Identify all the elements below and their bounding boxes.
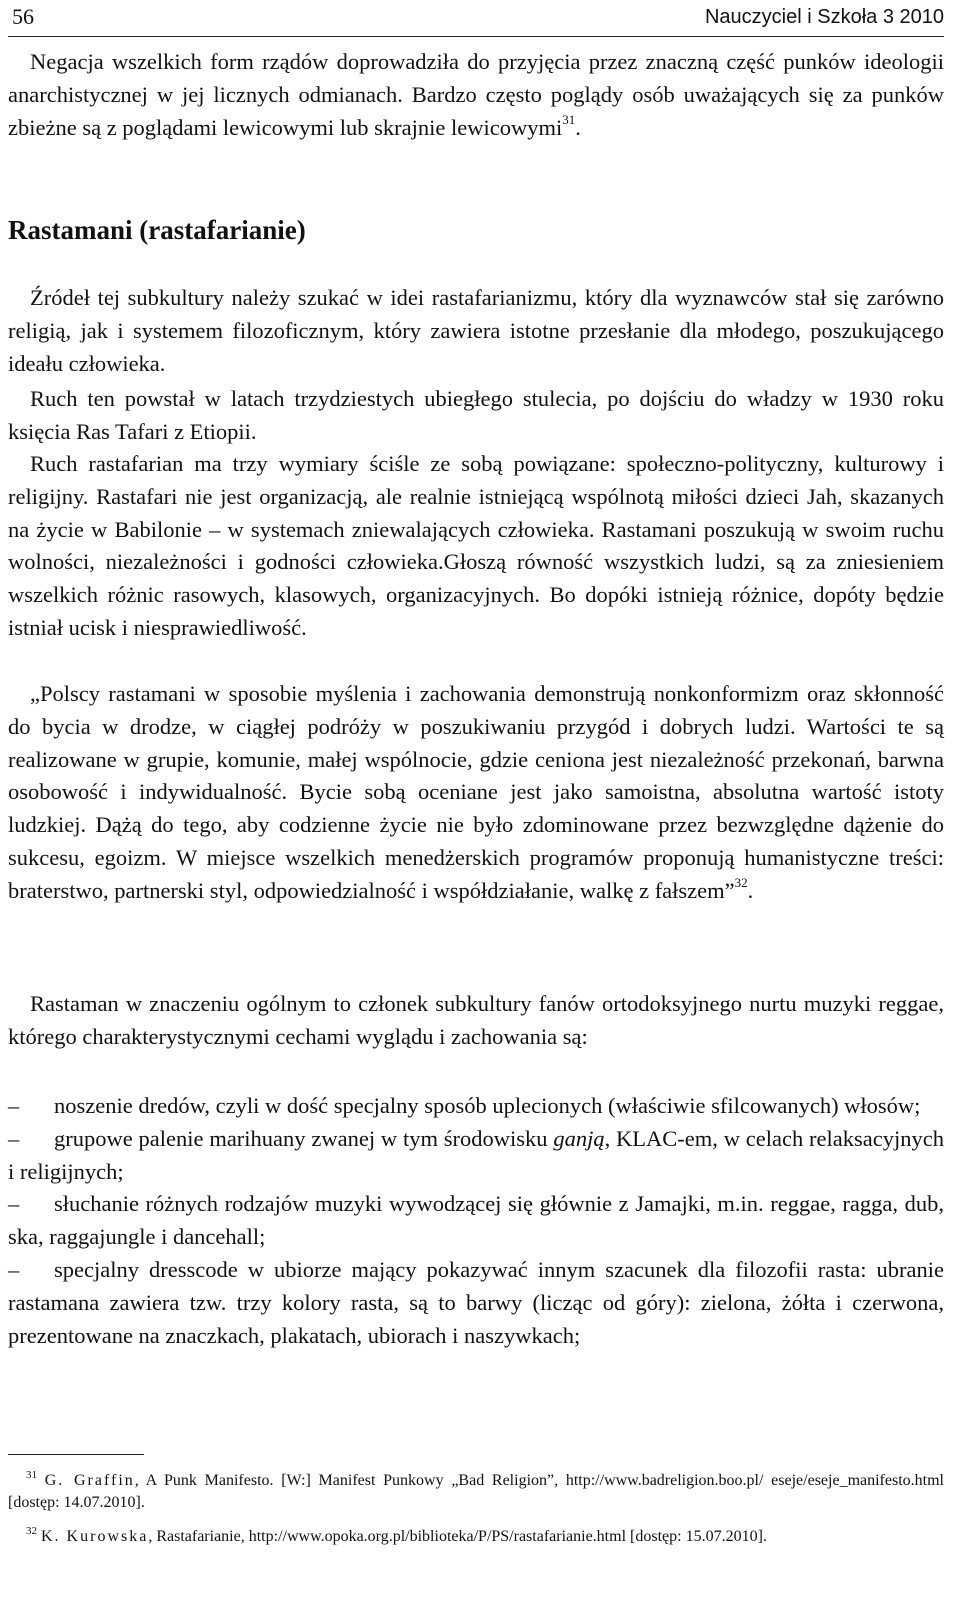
- paragraph-origins: Źródeł tej subkultury należy szukać w idei rastafarianizmu, który dla wyznawców stał się zarówno religią, jak i systemem filozoficznym, który zawiera istotne przesłanie dla młodego, poszukującego ideału człowieka.: [8, 285, 944, 376]
- quote-end: .: [747, 877, 754, 903]
- dash-bullet: –: [8, 1125, 20, 1151]
- footnote-ref-31[interactable]: 31: [562, 111, 576, 127]
- footnote-text: , A Punk Manifesto. [W:] Manifest Punkowy „Bad Religion”, http://www.badreligion.boo.pl/ eseje/eseje_manifesto.html [dostęp: 14.07.2010].: [8, 1472, 944, 1511]
- running-header: [8, 0, 944, 37]
- paragraph-dimensions: Ruch rastafarian ma trzy wymiary ściśle ze sobą powiązane: społeczno-polityczny, kulturowy i religijny. Rastafari nie jest organizacją, ale realnie istniejącą wspólnotą miłości dzieci Jah, skazanych na życie w Babilonie – w systemach zniewalających człowieka. Rastamani poszukują w swoim ruchu wolności, niezależności i godności człowieka.Głoszą równość wszystkich ludzi, są za zniesieniem wszelkich różnic rasowych, klasowych, organizacyjnych. Bo dopóki istnieją różnice, dopóty będzie istniał ucisk i niesprawiedliwość.: [8, 451, 944, 640]
- quote-text: „Polscy rastamani w sposobie myślenia i zachowania demonstrują nonkonformizm oraz skłonność do bycia w drodze, w ciągłej podróży w poszukiwaniu przygód i dobrych ludzi. Wartości te są realizowane w grupie, komunie, małej wspólnocie, gdzie ceniona jest niezależność przekonań, barwna osobowość i indywidualność. Bycie sobą oceniane jest jako samoistna, absolutna wartość istoty ludzkiej. Dążą do tego, aby codzienne życie nie było zdominowane przez bezwzględne dążenie do sukcesu, egoizm. W miejsce wszelkich menedżerskich programów proponują humanistyczne treści: braterstwo, partnerski styl, odpowiedzialność i współdziałanie, walkę z fałszem”: [8, 681, 944, 903]
- quote-paragraph: [8, 678, 944, 908]
- dash-bullet: –: [8, 1256, 20, 1282]
- footnote-text: , Rastafarianie, http://www.opoka.org.pl/biblioteka/P/PS/rastafarianie.html [dostęp: 15.07.2010].: [148, 1528, 767, 1545]
- footnote-author: G. Graffin: [44, 1472, 135, 1489]
- dash-bullet: –: [8, 1093, 20, 1118]
- footnote-32: [8, 1526, 944, 1548]
- list-item: [8, 1188, 944, 1254]
- intro-end: .: [575, 114, 581, 140]
- list-item-text: noszenie dredów, czyli w dość specjalny sposób uplecionych (właściwie sfilcowanych) włosów;: [54, 1093, 921, 1118]
- list-item: [8, 1254, 944, 1352]
- list-item: [8, 1123, 944, 1189]
- list-item-text: grupowe palenie marihuany zwanej w tym środowisku: [54, 1125, 554, 1151]
- paragraph-rastaman: Rastaman w znaczeniu ogólnym to członek subkultury fanów ortodoksyjnego nurtu muzyki reggae, którego charakterystycznymi cechami wyglądu i zachowania są:: [8, 991, 944, 1049]
- traits-list: [8, 1090, 944, 1352]
- section-heading: Rastamani (rastafarianie): [8, 215, 306, 245]
- journal-title: Nauczyciel i Szkoła 3 2010: [704, 6, 944, 28]
- dash-bullet: –: [8, 1191, 20, 1217]
- footnote-separator: [8, 1454, 144, 1455]
- paragraph-history: Ruch ten powstał w latach trzydziestych ubiegłego stulecia, po dojściu do władzy w 1930 roku księcia Ras Tafari z Etiopii.: [8, 386, 944, 444]
- list-item-text: słuchanie różnych rodzajów muzyki wywodzącej się głównie z Jamajki, m.in. reggae, ragga, dub, ska, raggajungle i dancehall;: [8, 1191, 944, 1250]
- footnote-number: 32: [26, 1525, 37, 1537]
- list-item: [8, 1090, 944, 1123]
- footnote-31: [8, 1470, 944, 1514]
- document-page: [8, 0, 944, 1602]
- intro-paragraph: [8, 46, 944, 144]
- list-item-text: specjalny dresscode w ubiorze mający pokazywać innym szacunek dla filozofii rasta: ubranie rastamana zawiera tzw. trzy kolory rasta, są to barwy (licząc od góry): zielona, żółta i czerwona, prezentowane na znaczkach, plakatach, ubiorach i naszywkach;: [8, 1256, 944, 1348]
- footnote-ref-32[interactable]: 32: [734, 874, 748, 890]
- page-number: 56: [12, 4, 34, 29]
- list-item-italic: ganją: [553, 1125, 605, 1151]
- intro-text: Negacja wszelkich form rządów doprowadziła do przyjęcia przez znaczną część punków ideologii anarchistycznej w jej licznych odmianach. Bardzo często poglądy osób uważających się za punków zbieżne są z poglądami lewicowymi lub skrajnie lewicowymi: [8, 49, 944, 140]
- footnote-author: K. Kurowska: [41, 1528, 149, 1545]
- footnote-number: 31: [26, 1469, 37, 1481]
- list-item-text: , KLAC-em, w celach relaksacyjnych i religijnych;: [8, 1125, 944, 1184]
